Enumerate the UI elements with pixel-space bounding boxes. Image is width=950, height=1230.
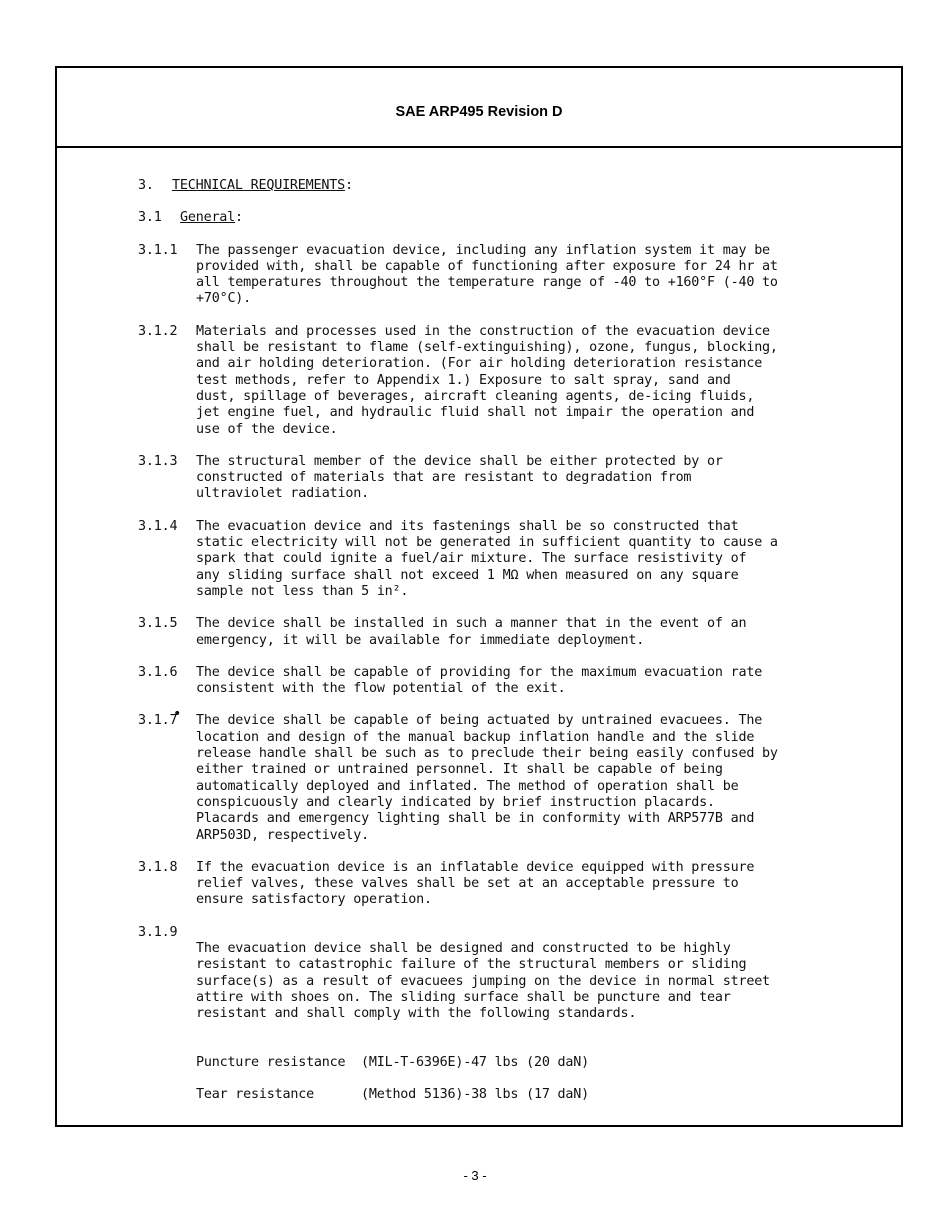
page-header	[57, 68, 901, 148]
paragraph-text: The evacuation device shall be designed and constructed to be highly resistant to catastrophic failure of the structural members or sliding surface(s) as a result of evacuees jumping on the device in normal street attire with shoes on. The sliding surface shall be puncture and tear resistant and shall comply with the following standards.	[196, 940, 770, 1022]
subsection-number: 3.1	[138, 210, 162, 226]
paragraph-3-1-8	[138, 860, 828, 909]
spec-label: Puncture resistance	[196, 1054, 346, 1070]
section-heading: 3. TECHNICAL REQUIREMENTS:	[138, 178, 353, 193]
paragraph-text: The structural member of the device shall be either protected by or constructed of materials that are resistant to degradation from ultraviolet radiation.	[196, 453, 723, 502]
paragraph-number: 3.1.3	[138, 453, 178, 469]
paragraph-text: The evacuation device and its fastenings shall be so constructed that static electricity will not be generated in sufficient quantity to cause a spark that could ignite a fuel/air mixture. The surface resistivity of any sliding surface shall not exceed 1 MΩ when measured on any square sample not less than 5 in².	[196, 518, 778, 599]
page-number: - 3 -	[463, 1168, 487, 1183]
paragraph-3-1-7	[138, 713, 828, 843]
paragraph-text: Materials and processes used in the construction of the evacuation device shall be resistant to flame (self-extinguishing), ozone, fungus, blocking, and air holding deterioration. (For air holding deterioration resistance test methods, refer to Appendix 1.) Exposure to salt spray, sand and dust, spillage of beverages, aircraft cleaning agents, de-icing fluids, jet engine fuel, and hydraulic fluid shall not impair the operation and use of the device.	[196, 323, 778, 437]
document-body	[138, 178, 828, 1152]
subsection-heading: 3.1 General:	[138, 210, 243, 226]
paragraph-3-1-4	[138, 519, 828, 600]
spec-row-puncture	[196, 1055, 828, 1071]
section-number: 3.	[138, 178, 154, 193]
section-title: TECHNICAL REQUIREMENTS	[172, 178, 345, 193]
paragraph-3-1-5	[138, 616, 828, 649]
paragraph-3-1-2	[138, 324, 828, 438]
paragraph-number: 3.1.9	[138, 924, 178, 940]
paragraph-number: 3.1.4	[138, 518, 178, 534]
paragraph-text: The device shall be installed in such a manner that in the event of an emergency, it will be available for immediate deployment.	[196, 616, 747, 648]
document-title: SAE ARP495 Revision D	[395, 104, 563, 120]
paragraph-text: The device shall be capable of providing for the maximum evacuation rate consistent with the flow potential of the exit.	[196, 664, 763, 697]
paragraph-number: 3.1.5	[138, 616, 178, 632]
paragraph-number: 3.1.7	[138, 713, 178, 729]
paragraph-3-1-9	[138, 925, 828, 1137]
subsection-title: General	[180, 210, 236, 226]
paragraph-number: 3.1.2	[138, 323, 178, 339]
paragraph-body	[196, 925, 828, 1137]
spec-row-tear	[196, 1087, 828, 1103]
paragraph-3-1-6	[138, 665, 828, 698]
paragraph-text: The passenger evacuation device, including any inflation system it may be provided with, shall be capable of functioning after exposure for 24 hr at all temperatures throughout the temperature range of -40 to +160°F (-40 to +70°C).	[196, 242, 778, 307]
paragraph-3-1-1	[138, 243, 828, 308]
spec-label: Tear resistance	[196, 1087, 314, 1103]
spec-value: (MIL-T-6396E)-47 lbs (20 daN)	[361, 1054, 589, 1070]
paragraph-number: 3.1.8	[138, 859, 178, 875]
paragraph-3-1-3	[138, 454, 828, 503]
spec-list	[196, 1038, 828, 1119]
paragraph-text: The device shall be capable of being actuated by untrained evacuees. The location and design of the manual backup inflation handle and the slide release handle shall be such as to preclude their being easily confused by either trained or untrained personnel. It shall be capable of being automatically deployed and inflated. The method of operation shall be conspicuously and clearly indicated by brief instruction placards. Placards and emergency lighting shall be in conformity with ARP577B and ARP503D, respectively.	[196, 713, 778, 843]
stray-mark: •	[173, 706, 182, 722]
paragraph-text: If the evacuation device is an inflatable device equipped with pressure relief valves, these valves shall be set at an acceptable pressure to ensure satisfactory operation.	[196, 859, 755, 908]
paragraph-number: 3.1.6	[138, 664, 178, 680]
paragraph-number: 3.1.1	[138, 242, 178, 258]
spec-value: (Method 5136)-38 lbs (17 daN)	[361, 1087, 589, 1103]
